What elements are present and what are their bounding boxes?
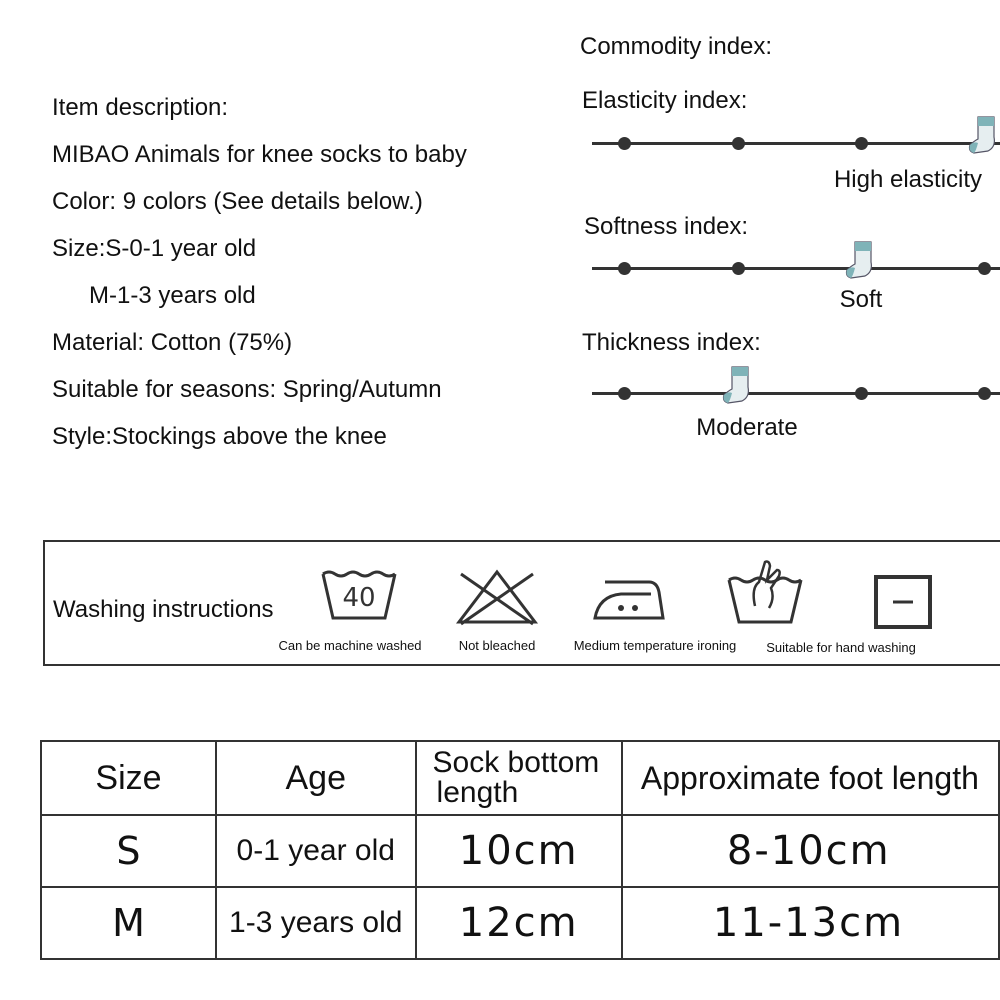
wash-caption-bleach: Not bleached (458, 638, 536, 653)
scale-dot (618, 387, 631, 400)
description-heading: Item description: (52, 94, 229, 121)
wash-caption-machine: Can be machine washed (278, 638, 422, 653)
cell-age: 1-3 years old (216, 887, 416, 959)
washing-instructions-box (43, 540, 1000, 666)
cell-age: 0-1 year old (216, 815, 416, 887)
hand-wash-icon (725, 558, 805, 626)
commodity-heading: Commodity index: (580, 33, 773, 60)
scale-dot (978, 387, 991, 400)
cell-size: M (41, 887, 216, 959)
header-sock-line2: length (436, 776, 519, 809)
size-m-info: M-1-3 years old (89, 282, 256, 309)
scale-dot (855, 387, 868, 400)
size-table (40, 740, 1000, 960)
elasticity-level: High elasticity (833, 166, 983, 193)
sock-marker-icon (966, 115, 1000, 155)
thickness-level: Moderate (696, 414, 798, 441)
color-info: Color: 9 colors (See details below.) (52, 188, 423, 215)
material-info: Material: Cotton (75%) (52, 329, 293, 356)
wash-caption-iron: Medium temperature ironing (573, 638, 737, 653)
elasticity-label: Elasticity index: (582, 87, 748, 114)
table-row (41, 887, 999, 959)
softness-level: Soft (839, 286, 883, 313)
wash-caption-hand: Suitable for hand washing (766, 640, 916, 655)
product-name: MIBAO Animals for knee socks to baby (52, 141, 467, 168)
header-foot-length: Approximate foot length (622, 741, 999, 815)
scale-dot (618, 262, 631, 275)
scale-dot (618, 137, 631, 150)
cell-sock-length: 12cm (416, 887, 622, 959)
svg-text:40: 40 (342, 583, 376, 613)
size-s-info: Size:S-0-1 year old (52, 235, 257, 262)
iron-medium-icon (591, 572, 667, 624)
sock-marker-icon (843, 240, 879, 280)
scale-line (592, 142, 1000, 145)
header-size: Size (41, 741, 216, 815)
elasticity-scale (592, 129, 1000, 159)
scale-line (592, 392, 1000, 395)
cell-foot-length: 8-10cm (622, 815, 999, 887)
tumble-dry-flat-icon (873, 574, 933, 630)
header-age: Age (216, 741, 416, 815)
header-sock-line1: Sock bottom (432, 746, 600, 779)
scale-dot (978, 262, 991, 275)
seasons-info: Suitable for seasons: Spring/Autumn (52, 376, 442, 403)
scale-dot (732, 137, 745, 150)
style-info: Style:Stockings above the knee (52, 423, 387, 450)
softness-label: Softness index: (584, 213, 749, 240)
header-sock-length (416, 741, 622, 815)
scale-dot (732, 262, 745, 275)
softness-scale (592, 254, 1000, 284)
thickness-scale (592, 379, 1000, 409)
scale-dot (855, 137, 868, 150)
table-header-row (41, 741, 999, 815)
table-row (41, 815, 999, 887)
machine-wash-40-icon (319, 566, 399, 626)
sock-marker-icon (720, 365, 756, 405)
washing-title: Washing instructions (53, 596, 274, 623)
no-bleach-icon (455, 568, 539, 626)
scale-line (592, 267, 1000, 270)
cell-foot-length: 11-13cm (622, 887, 999, 959)
cell-sock-length: 10cm (416, 815, 622, 887)
cell-size: S (41, 815, 216, 887)
thickness-label: Thickness index: (582, 329, 761, 356)
